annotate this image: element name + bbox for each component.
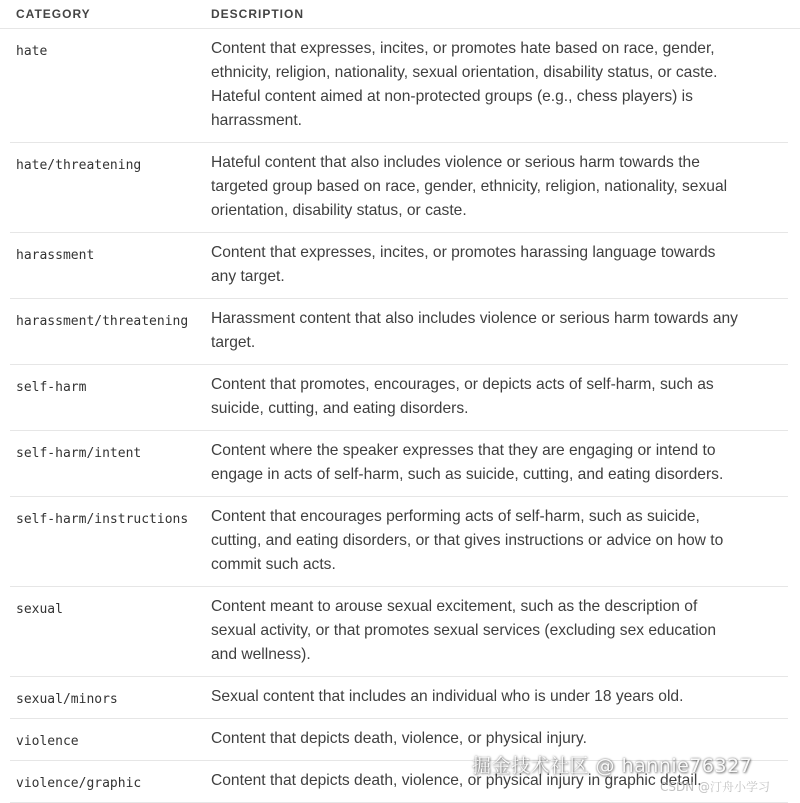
- category-cell: self-harm/instructions: [16, 512, 189, 527]
- table-row: [10, 299, 788, 365]
- description-cell: Content that depicts death, violence, or physical injury in graphic detail.: [211, 772, 702, 789]
- description-cell: Content that expresses, incites, or promotes hate based on race, gender, ethnicity, religion, nationality, sexual orientation, disability status, or caste. Hateful content aimed at non-protected groups (e.g., chess players) is harrassment.: [211, 40, 718, 129]
- category-cell: violence: [16, 734, 79, 749]
- table-row: [10, 233, 788, 299]
- description-cell: Sexual content that includes an individual who is under 18 years old.: [211, 688, 684, 705]
- description-cell: Content that expresses, incites, or promotes harassing language towards any target.: [211, 244, 716, 285]
- table-body: [0, 29, 800, 803]
- category-cell: hate: [16, 44, 48, 59]
- table-row: [10, 29, 788, 143]
- header-description: DESCRIPTION: [211, 7, 305, 21]
- category-cell: sexual/minors: [16, 692, 118, 707]
- description-cell: Harassment content that also includes violence or serious harm towards any target.: [211, 310, 738, 351]
- watermark-csdn: CSDN @汀舟小学习: [660, 780, 771, 794]
- category-cell: violence/graphic: [16, 776, 142, 791]
- description-cell: Content that encourages performing acts of self-harm, such as suicide, cutting, and eating disorders, or that gives instructions or advice on how to commit such acts.: [211, 508, 724, 573]
- table-header: [0, 0, 800, 29]
- header-category: CATEGORY: [16, 7, 91, 21]
- category-cell: hate/threatening: [16, 158, 142, 173]
- category-cell: harassment: [16, 248, 95, 263]
- category-cell: sexual: [16, 602, 63, 617]
- description-cell: Content that promotes, encourages, or depicts acts of self-harm, such as suicide, cutting, and eating disorders.: [211, 376, 714, 417]
- table-row: [10, 497, 788, 587]
- table-row: [10, 677, 788, 719]
- description-cell: Content where the speaker expresses that they are engaging or intend to engage in acts of self-harm, such as suicide, cutting, and eating disorders.: [211, 442, 724, 483]
- category-cell: self-harm/intent: [16, 446, 142, 461]
- watermark-juejin: 掘金技术社区 @ hannie76327: [472, 755, 753, 777]
- description-cell: Content that depicts death, violence, or physical injury.: [211, 730, 587, 747]
- table-row: [10, 431, 788, 497]
- table-row: [10, 143, 788, 233]
- description-cell: Content meant to arouse sexual excitement, such as the description of sexual activity, or that promotes sexual services (excluding sex education and wellness).: [211, 598, 717, 663]
- description-cell: Hateful content that also includes violence or serious harm towards the targeted group based on race, gender, ethnicity, religion, nationality, sexual orientation, disability status, or caste.: [211, 154, 728, 219]
- table-row: [10, 587, 788, 677]
- category-cell: self-harm: [16, 380, 87, 395]
- table-row: [10, 365, 788, 431]
- category-cell: harassment/threatening: [16, 314, 189, 329]
